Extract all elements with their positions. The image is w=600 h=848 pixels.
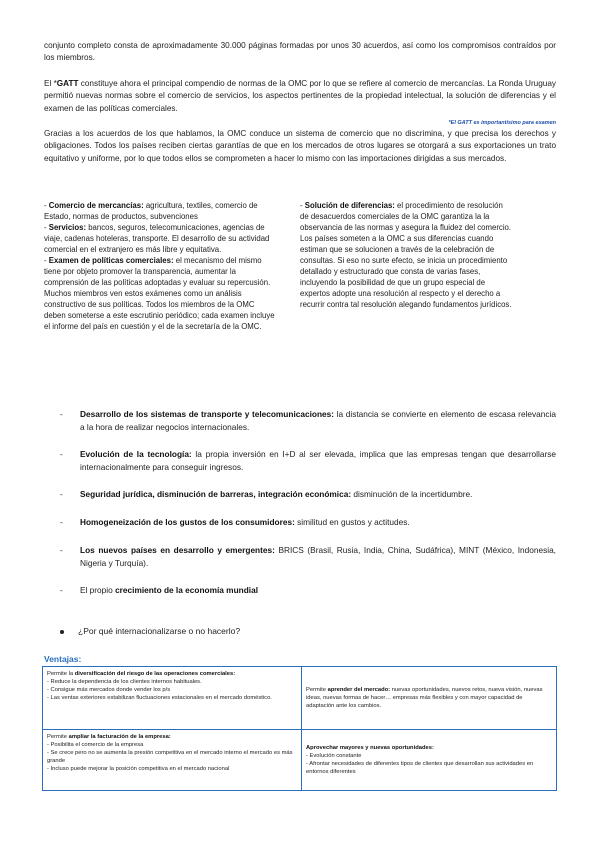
dash-marker: - (60, 517, 63, 527)
dash-marker: - (60, 585, 63, 595)
dash-marker: - (60, 545, 63, 555)
left-item: - Servicios: bancos, seguros, telecomunicaciones, agencias de viaje, cadenas hoteleras, transporte. El desarrollo de su actividad comercial en el extranjero es más libre y equitativa. (44, 223, 270, 254)
dash-marker: - (60, 449, 63, 459)
right-item: - Solución de diferencias: el procedimiento de resolución de desacuerdos comerciales de la OMC garantiza la la observancia de las normas y asegura la fluidez del comercio. Los países someten a la OMC a sus diferencias cuando estiman que se solucionen a través de la celebración de consultas. Si eso no surte efecto, se inicia un procedimiento detallado y estructurado que consta de varias fases, incluyendo la posibilidad de que un grupo especial de expertos adopte una resolución al respecto y el derecho a recurrir contra tal resolución alegando fundamentos jurídicos. (300, 201, 512, 309)
ventajas-title: Ventajas: (44, 654, 82, 664)
left-column (44, 200, 276, 332)
table-row (43, 730, 557, 791)
list-item: - Evolución de la tecnología: la propia inversión en I+D al ser elevada, implica que las empresas tengan que desarrollarse internacionalmente para conseguir ingresos. (60, 449, 556, 472)
left-item: - Examen de políticas comerciales: el mecanismo del mismo tiene por objeto promover la transparencia, aumentar la comprensión de las políticas adoptadas y evaluar su repercusión. Muchos miembros ven estos exámenes como un análisis constructivo de sus políticas. Todos los miembros de la OMC deben someterse a este escrutinio periódico; cada examen incluye el informe del país en cuestión y el de la secretaría de la OMC. (44, 256, 275, 331)
dash-marker: - (60, 409, 63, 419)
list-item: - Los nuevos países en desarrollo y emergentes: BRICS (Brasil, Rusia, India, China, Sudáfrica), MINT (México, Indonesia, Nigeria y Turquía). (60, 545, 556, 568)
intro-paragraph-3: Gracias a los acuerdos de los que hablamos, la OMC conduce un sistema de comercio que no discrimina, y que precisa los derechos y obligaciones. Todos los países reciben ciertas garantías de que en los mercados de otros lugares se otorgará a sus exportaciones un trato equitativo y uniforme, por lo que todos ellos se comprometen a hacer lo mismo con las importaciones dirigidas a sus mercados. (44, 129, 556, 163)
cell-list: - Reduce la dependencia de los clientes internos habituales. - Consigue más mercados donde vender los p/s - Las ventas exteriores estabilizan fluctuaciones estacionales en el mercado doméstico. (47, 679, 272, 701)
list-item: - Desarrollo de los sistemas de transporte y telecomunicaciones: la distancia se convierte en elemento de escasa relevancia a la hora de realizar negocios internacionales. (60, 409, 557, 432)
dash-marker: - (60, 489, 63, 499)
gatt-exam-note: *El GATT es importantísimo para examen (448, 120, 556, 126)
list-item: - El propio crecimiento de la economía mundial (60, 585, 258, 595)
table-cell: Permite la diversificación del riesgo de las operaciones comerciales: - Reduce la dependencia de los clientes internos habituales. - Consigue más mercados donde vender los p/s - Las ventas exteriores estabilizan fluctuaciones estacionales en el mercado doméstico. (43, 667, 302, 730)
left-item: - Comercio de mercancías: agricultura, textiles, comercio de Estado, normas de productos, subvenciones (44, 201, 258, 221)
list-item: - Homogeneización de los gustos de los consumidores: similitud en gustos y actitudes. (60, 517, 410, 527)
table-cell: Aprovechar mayores y nuevas oportunidades: - Evolución constante - Afrontar necesidades de diferentes tipos de clientes que desarrollan sus actividades en entornos diferentes (302, 730, 557, 791)
right-column (300, 200, 512, 310)
table-cell: Permite aprender del mercado: nuevas oportunidades, nuevos retos, nueva visión, nuevas ideas, nuevas formas de hacer… empresas más flexibles y con mayor capacidad de adaptación ante los cambios. (302, 667, 557, 730)
cell-list: - Posibilita el comercio de la empresa - Se crece pero no se aumenta la presión competitiva en el mercado interno el mercado es más grande - Incluso puede mejorar la posición competitiva en el mercado nacional (47, 742, 293, 772)
table-row (43, 667, 557, 730)
intro-paragraph-1: conjunto completo consta de aproximadamente 30.000 páginas formadas por unos 30 acuerdos, así como los compromisos contraídos por los miembros. (44, 41, 556, 63)
cell-list: - Evolución constante - Afrontar necesidades de diferentes tipos de clientes que desarrollan sus actividades en entornos diferentes (306, 753, 534, 775)
table-cell: Permite ampliar la facturación de la empresa: - Posibilita el comercio de la empresa - Se crece pero no se aumenta la presión competitiva en el mercado interno el mercado es más grande - Incluso puede mejorar la posición competitiva en el mercado nacional (43, 730, 302, 791)
question-heading: ¿Por qué internacionalizarse o no hacerlo? (60, 626, 240, 636)
list-item: - Seguridad jurídica, disminución de barreras, integración económica: disminución de la incertidumbre. (60, 489, 473, 499)
ventajas-table (42, 666, 557, 791)
bullet-dot-icon (60, 630, 64, 634)
intro-paragraph-2: El *GATT constituye ahora el principal compendio de normas de la OMC por lo que se refiere al comercio de mercancías. La Ronda Uruguay permitió nuevas normas sobre el comercio de servicios, los aspectos pertinentes de la propiedad intelectual, la solución de diferencias y el examen de las políticas comerciales. (44, 79, 556, 113)
